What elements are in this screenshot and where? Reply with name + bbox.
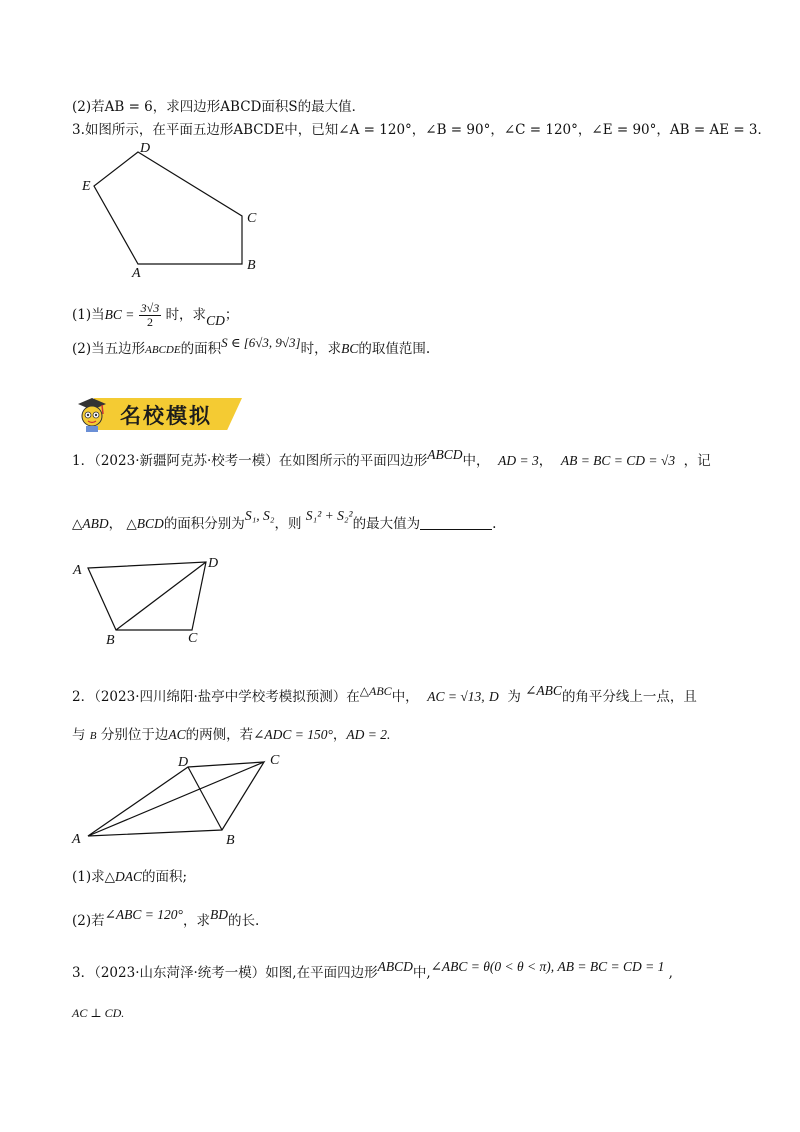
quad-label-a: A <box>73 563 82 578</box>
pentagon-label-e: E <box>82 179 91 194</box>
pentagon-label-d: D <box>140 141 151 156</box>
p2-q1: (1)求△DAC的面积; <box>72 869 188 885</box>
pentagon-outline <box>94 152 242 264</box>
pentagon-figure <box>80 138 280 278</box>
p1-line1: 1．（2023·新疆阿克苏·校考一模）在如图所示的平面四边形ABCD中， AD = 3， AB = BC = CD = √3 ，记 <box>72 447 711 469</box>
quad-label-d: D <box>208 556 219 571</box>
q3-part1: (1)当BC = $\frac{3√3}{2}$ 时，求CD； <box>72 301 239 329</box>
section-title: 名校模拟 <box>120 404 212 428</box>
pentagon-label-c: C <box>247 211 257 226</box>
quadrilateral-figure <box>70 552 240 647</box>
tri-label-d: D <box>178 755 189 770</box>
p1-line2: △ABD， △BCD的面积分别为S₁, S₂，则 S₁² + S₂²的最大值为 . <box>72 508 497 532</box>
answer-blank[interactable] <box>420 515 492 530</box>
p2-q2: (2)若∠ABC = 120°，求BD的长. <box>72 907 260 929</box>
pentagon-label-a: A <box>132 266 141 278</box>
diagonal-bd <box>116 562 206 630</box>
quad-label-c: C <box>188 631 198 646</box>
triangle-outline <box>88 762 264 836</box>
p2-line2: 与 B 分别位于边AC的两侧，若∠ADC = 150°，AD = 2. <box>72 727 391 743</box>
tri-label-c: C <box>270 753 280 768</box>
fraction: $\frac{3√3}{2}$ <box>140 301 160 329</box>
segment-db <box>188 767 222 830</box>
p2-line1: 2．（2023·四川绵阳·盐亭中学校考模拟预测）在△ABC中， AC = √13, D 为 ∠ABC的角平分线上一点，且 <box>72 683 697 705</box>
pentagon-label-b: B <box>247 258 256 273</box>
q3-part2: (2)当五边形ABCDE的面积S ∈ [6√3, 9√3]时，求BC的取值范围. <box>72 335 431 357</box>
mascot-icon <box>72 394 112 434</box>
p3-line2: AC ⊥ CD. <box>72 1006 125 1020</box>
section-banner <box>72 394 242 434</box>
triangle-figure <box>66 750 296 850</box>
q3-intro: 3.如图所示，在平面五边形ABCDE中，已知∠A = 120°，∠B = 90°，∠C = 120°，∠E = 90°，AB = AE = 3． <box>72 122 772 138</box>
quad-label-b: B <box>106 633 115 647</box>
prev-part2: (2)若AB = 6，求四边形ABCD面积S的最大值． <box>72 99 366 115</box>
quadrilateral-outline <box>88 562 206 630</box>
tri-label-b: B <box>226 833 235 848</box>
p3-line1: 3．（2023·山东菏泽·统考一模）如图,在平面四边形ABCD中,∠ABC = θ(0 < θ < π), AB = BC = CD = 1 , <box>72 959 673 981</box>
tri-label-a: A <box>72 832 81 847</box>
